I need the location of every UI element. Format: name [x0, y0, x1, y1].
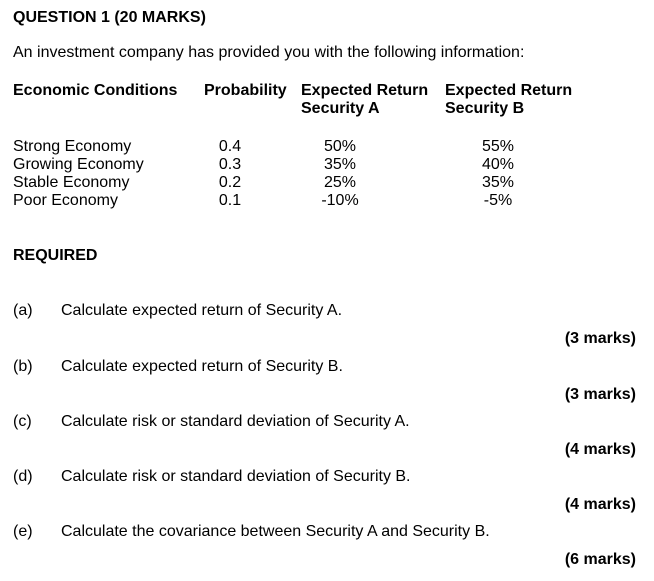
- table-row-return-b: -5%: [483, 192, 513, 209]
- table-row-condition: Strong Economy: [13, 138, 132, 155]
- table-row-probability: 0.4: [218, 138, 242, 155]
- table-row-condition: Poor Economy: [13, 192, 118, 209]
- question-title: QUESTION 1 (20 MARKS): [13, 9, 206, 26]
- question-text: Calculate risk or standard deviation of Security A.: [61, 413, 410, 430]
- question-marks: (3 marks): [564, 386, 636, 403]
- table-row-probability: 0.3: [218, 156, 242, 173]
- table-row-return-a: -10%: [321, 192, 359, 209]
- header-probability: Probability: [204, 82, 287, 99]
- header-expected-return-b-line2: Security B: [445, 100, 525, 117]
- question-marks: (3 marks): [564, 330, 636, 347]
- table-row-probability: 0.1: [218, 192, 242, 209]
- question-label: (d): [13, 468, 33, 485]
- table-row-condition: Growing Economy: [13, 156, 144, 173]
- question-text: Calculate risk or standard deviation of Security B.: [61, 468, 411, 485]
- table-row-return-a: 35%: [323, 156, 357, 173]
- table-row-return-b: 35%: [481, 174, 515, 191]
- table-row-return-b: 55%: [481, 138, 515, 155]
- question-label: (b): [13, 358, 33, 375]
- header-economic-conditions: Economic Conditions: [13, 82, 178, 99]
- question-label: (c): [13, 413, 32, 430]
- header-expected-return-b: [445, 82, 572, 118]
- header-expected-return-a: [301, 82, 428, 118]
- table-row-probability: 0.2: [218, 174, 242, 191]
- header-expected-return-b-line1: Expected Return: [445, 82, 573, 99]
- intro-text: An investment company has provided you with the following information:: [13, 44, 525, 61]
- header-expected-return-a-line2: Security A: [301, 100, 380, 117]
- question-text: Calculate the covariance between Security A and Security B.: [61, 523, 490, 540]
- question-text: Calculate expected return of Security A.: [61, 302, 343, 319]
- table-row-return-b: 40%: [481, 156, 515, 173]
- question-marks: (4 marks): [564, 441, 636, 458]
- table-row-return-a: 25%: [323, 174, 357, 191]
- question-label: (e): [13, 523, 33, 540]
- question-marks: (4 marks): [564, 496, 636, 513]
- table-row-condition: Stable Economy: [13, 174, 130, 191]
- question-label: (a): [13, 302, 33, 319]
- table-row-return-a: 50%: [323, 138, 357, 155]
- required-heading: REQUIRED: [13, 247, 98, 264]
- question-marks: (6 marks): [564, 551, 636, 568]
- header-expected-return-a-line1: Expected Return: [301, 82, 429, 99]
- question-text: Calculate expected return of Security B.: [61, 358, 343, 375]
